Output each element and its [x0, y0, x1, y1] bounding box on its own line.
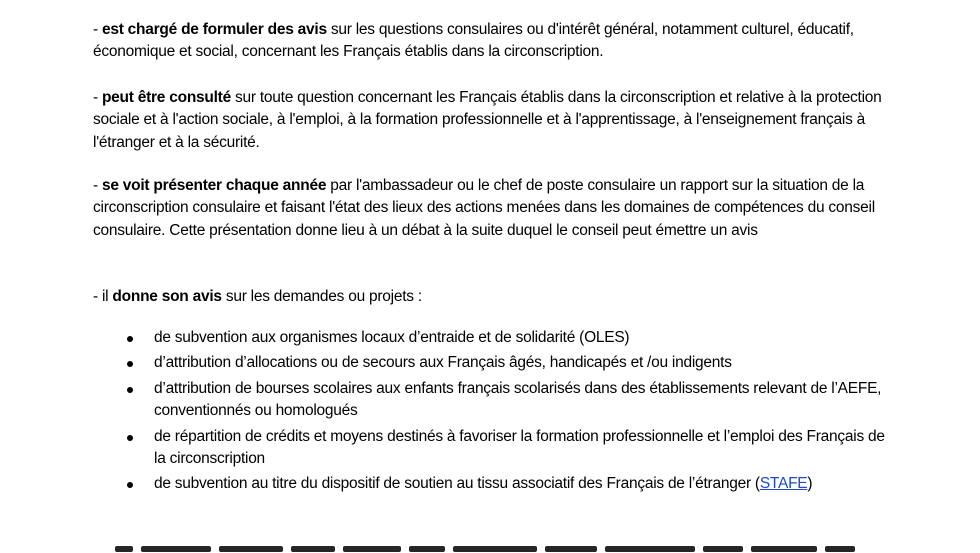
paragraph-bold-lead: se voit présenter chaque année — [101, 177, 327, 194]
paragraph-text: sur les questions consulaires ou d'intérêt général, notamment culturel, éducatif, économique et social, concernant les Français établis dans la circonscription. — [93, 21, 854, 61]
paragraph-text: sur les demandes ou projets : — [221, 288, 422, 305]
paren: ( — [754, 475, 760, 493]
paragraph-text: par l'ambassadeur ou le chef de poste consulaire un rapport sur la situation de la circonscription consulaire et faisant l'état des lieux des actions menées dans les domaines de compétences du conseil consulaire. Cette présentation donne lieu à un débat à la suite duquel le conseil peut émettre un avis — [93, 177, 875, 239]
paragraph-bold-lead: donne son avis — [112, 288, 222, 305]
list-item — [127, 327, 887, 349]
list-item-text: d’attribution de bourses scolaires aux enfants français scolarisés dans des établissements relevant de l’AEFE, conventionnés ou homologués — [154, 379, 882, 420]
list-item-text: de subvention au titre du dispositif de soutien au tissu associatif des Français de l’étranger — [154, 475, 751, 493]
paragraph-prefix: - il — [93, 288, 113, 305]
list-item-text: de subvention aux organismes locaux d’entraide et de solidarité (OLES) — [154, 329, 630, 346]
stafe-link[interactable]: STAFE — [759, 475, 808, 493]
bullet-icon — [127, 482, 133, 488]
bullet-icon — [127, 361, 133, 367]
list-item — [127, 473, 887, 495]
list-item-text: de répartition de crédits et moyens destinés à favoriser la formation professionnelle et l’emploi des Français de la circonscription — [154, 427, 885, 468]
list-item — [127, 352, 887, 374]
paragraph-donne-avis — [93, 286, 893, 308]
bullet-icon — [127, 387, 133, 393]
paragraph-prefix: - — [93, 89, 102, 106]
list-item — [127, 378, 887, 423]
list-item — [127, 426, 887, 471]
bullet-icon — [127, 336, 133, 342]
paragraph-formuler-avis — [93, 19, 893, 64]
paragraph-prefix: - — [93, 177, 102, 194]
paragraph-rapport-annuel — [93, 175, 893, 242]
list-item-text: d’attribution d’allocations ou de secours aux Français âgés, handicapés et /ou indigents — [154, 354, 732, 372]
paragraph-consulte — [93, 87, 893, 154]
paren: ) — [807, 475, 813, 493]
paragraph-bold-lead: peut être consulté — [101, 89, 231, 106]
paragraph-prefix: - — [93, 21, 102, 38]
paragraph-text: sur toute question concernant les Français établis dans la circonscription et relative à la protection sociale et à l'action sociale, à l'emploi, à la formation professionnelle et à l'apprentissage, à l'enseignement français à l'étranger et à la sécurité. — [93, 89, 882, 151]
bullet-icon — [127, 435, 133, 441]
paragraph-bold-lead: est chargé de formuler des avis — [101, 21, 327, 38]
demandes-bullet-list — [127, 327, 887, 499]
